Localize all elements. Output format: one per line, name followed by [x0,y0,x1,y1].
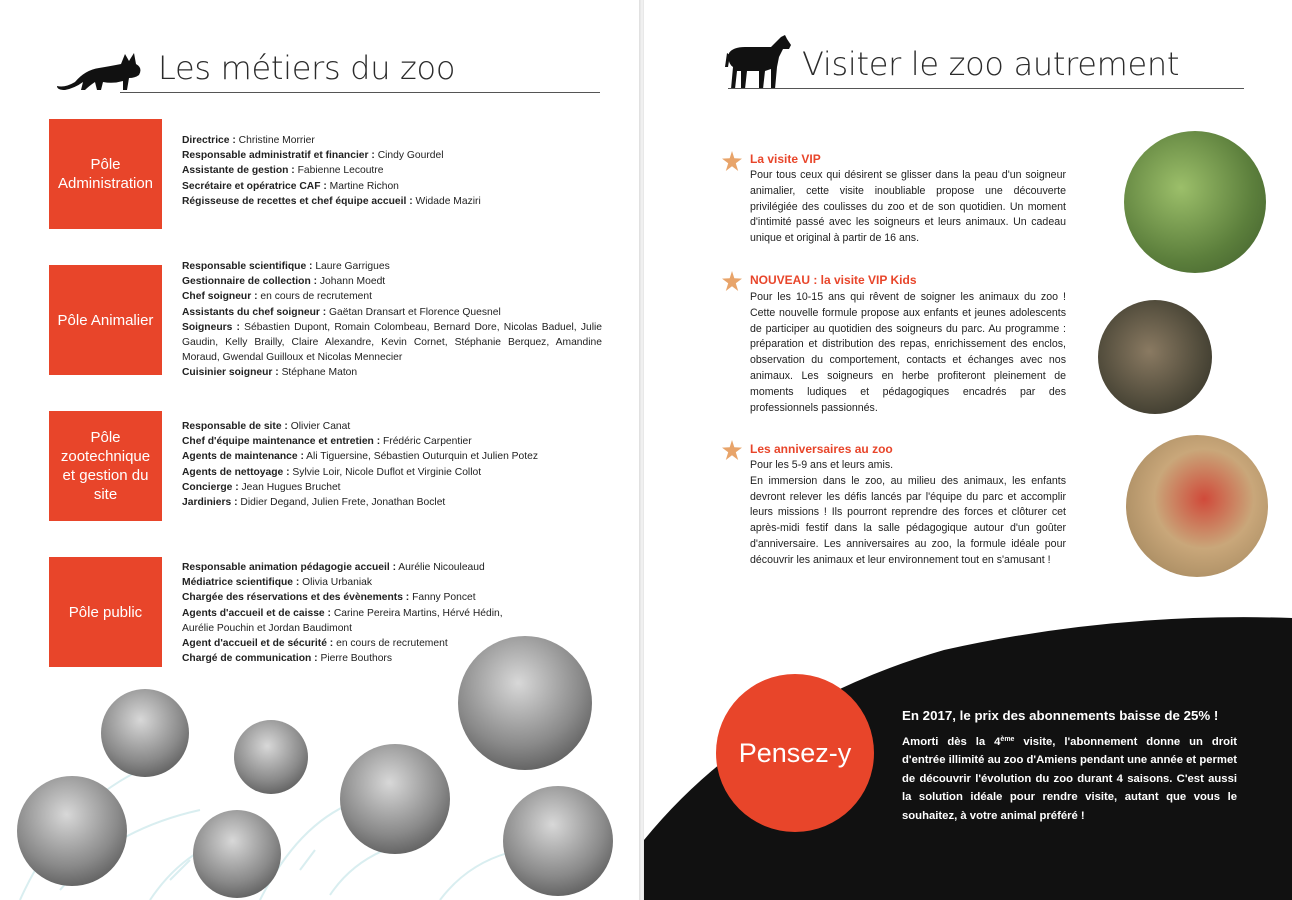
staff-line: Responsable animation pédagogie accueil : Aurélie Nicouleaud [182,562,485,573]
staff-photo [193,810,281,898]
title-rule [728,88,1244,89]
pole-administration-staff [182,133,602,209]
staff-line: Agents de nettoyage : Sylvie Loir, Nicole Duflot et Virginie Collot [182,466,482,478]
staff-line: Chargé de communication : Pierre Bouthors [182,653,393,665]
staff-line: Gestionnaire de collection : Johann Moedt [182,276,386,288]
activity-title: Les anniversaires au zoo [750,442,893,456]
left-page [0,0,640,900]
pensez-y-text: Amorti dès la 4ème visite, l'abonnement donne un droit d'entrée illimité au zoo d'Amiens pendant une année et permet de découvrir l'évolution du zoo durant 4 saisons. C'est aussi la solution idéale pour rendre visite, autant que vous le souhaitez, à votre animal préféré ! [902,736,1237,822]
pole-animalier-staff [182,259,602,381]
staff-line: Chef d'équipe maintenance et entretien : Frédéric Carpentier [182,436,472,448]
staff-photo [101,689,189,777]
star-icon [722,151,742,171]
staff-line: Directrice : Christine Morrier [182,135,315,146]
activity-photo [1126,435,1268,577]
zebra-icon [725,33,793,91]
staff-line: Agents de maintenance : Ali Tiguersine, Sébastien Outurquin et Julien Potez [182,451,538,463]
staff-line: Responsable scientifique : Laure Garrigues [182,261,390,272]
activity-title: NOUVEAU : la visite VIP Kids [750,273,917,287]
pole-zootechnique-staff [182,419,602,510]
staff-photo [340,744,450,854]
staff-line: Secrétaire et opératrice CAF : Martine Richon [182,180,399,192]
staff-line: Chef soigneur : en cours de recrutement [182,291,372,303]
staff-line: Médiatrice scientifique : Olivia Urbaniak [182,577,372,589]
page-title: Visiter le zoo autrement [802,45,1180,83]
staff-photo [503,786,613,896]
pensez-y-title: En 2017, le prix des abonnements baisse de 25% ! [902,708,1219,723]
activity-photo [1124,131,1266,273]
activity-title: La visite VIP [750,152,821,166]
pensez-y-badge: Pensez-y [716,674,874,832]
page-title: Les métiers du zoo [158,49,456,87]
staff-line: Soigneurs : Sébastien Dupont, Romain Colombeau, Bernard Dore, Nicolas Baduel, Julie Gaudin, Kelly Brailly, Claire Alexandre, Kevin Cornet, Stéphanie Berquez, Amandine Moraud, Gwendal Guilloux et Nicolas Mennecier [182,321,602,364]
activity-text: Pour tous ceux qui désirent se glisser dans la peau d'un soigneur animalier, cette visite inoubliable propose une découverte privilégiée des coulisses du zoo et de son quotidien. Un moment d'intimité passé avec les soigneurs et leurs animaux. Un cadeau unique et original à partir de 16 ans. [750,169,1066,245]
pole-animalier-box: Pôle Animalier [49,265,162,375]
staff-line: Responsable administratif et financier : Cindy Gourdel [182,150,444,162]
cat-icon [55,48,145,94]
staff-line: Agent d'accueil et de sécurité : en cours de recrutement [182,638,448,650]
title-rule [120,92,600,93]
staff-photo [458,636,592,770]
staff-line: Jardiniers : Didier Degand, Julien Frete, Jonathan Boclet [182,497,446,509]
staff-line: Assistante de gestion : Fabienne Lecoutre [182,165,384,177]
activity-photo [1098,300,1212,414]
pole-administration-box: Pôle Administration [49,119,162,229]
staff-photo [234,720,308,794]
star-icon [722,440,742,460]
staff-line: Responsable de site : Olivier Canat [182,421,351,432]
staff-photo [17,776,127,886]
pole-zootechnique-box: Pôle zootechnique et gestion du site [49,411,162,521]
activity-text: Pour les 5-9 ans et leurs amis. En immersion dans le zoo, au milieu des animaux, les enfants devront relever les défis lancés par l'équipe du parc et accomplir leurs missions ! Ils pourront reprendre des forces et clôturer cet après-midi festif dans la salle pédagogique autour d'un goûter d'anniversaire. Les anniversaires au zoo, la formule idéale pour découvrir les animaux et leur environnement tout en s'amusant ! [750,459,1066,566]
pole-public-box: Pôle public [49,557,162,667]
staff-line: Concierge : Jean Hugues Bruchet [182,481,341,493]
star-icon [722,271,742,291]
staff-line: Cuisinier soigneur : Stéphane Maton [182,367,358,379]
pole-public-staff [182,560,522,666]
staff-line: Agents d'accueil et de caisse : Carine Pereira Martins, Hérvé Hédin, Aurélie Pouchin et Jordan Baudimont [182,607,503,634]
activity-text: Pour les 10-15 ans qui rêvent de soigner les animaux du zoo ! Cette nouvelle formule propose aux enfants et jeunes adolescents de participer au quotidien des soigneurs du parc. Au programme : préparation et distribution des repas, enrichissement des enclos, observation du comportement, contacts et échanges avec nos animaux. Les soigneurs en herbe profiteront pleinement de moments ludiques et pédagogiques encadrés par des professionnels passionnés. [750,291,1066,414]
staff-line: Chargée des réservations et des évènements : Fanny Poncet [182,592,476,604]
staff-line: Assistants du chef soigneur : Gaëtan Dransart et Florence Quesnel [182,306,501,318]
staff-line: Régisseuse de recettes et chef équipe accueil : Widade Maziri [182,195,481,207]
